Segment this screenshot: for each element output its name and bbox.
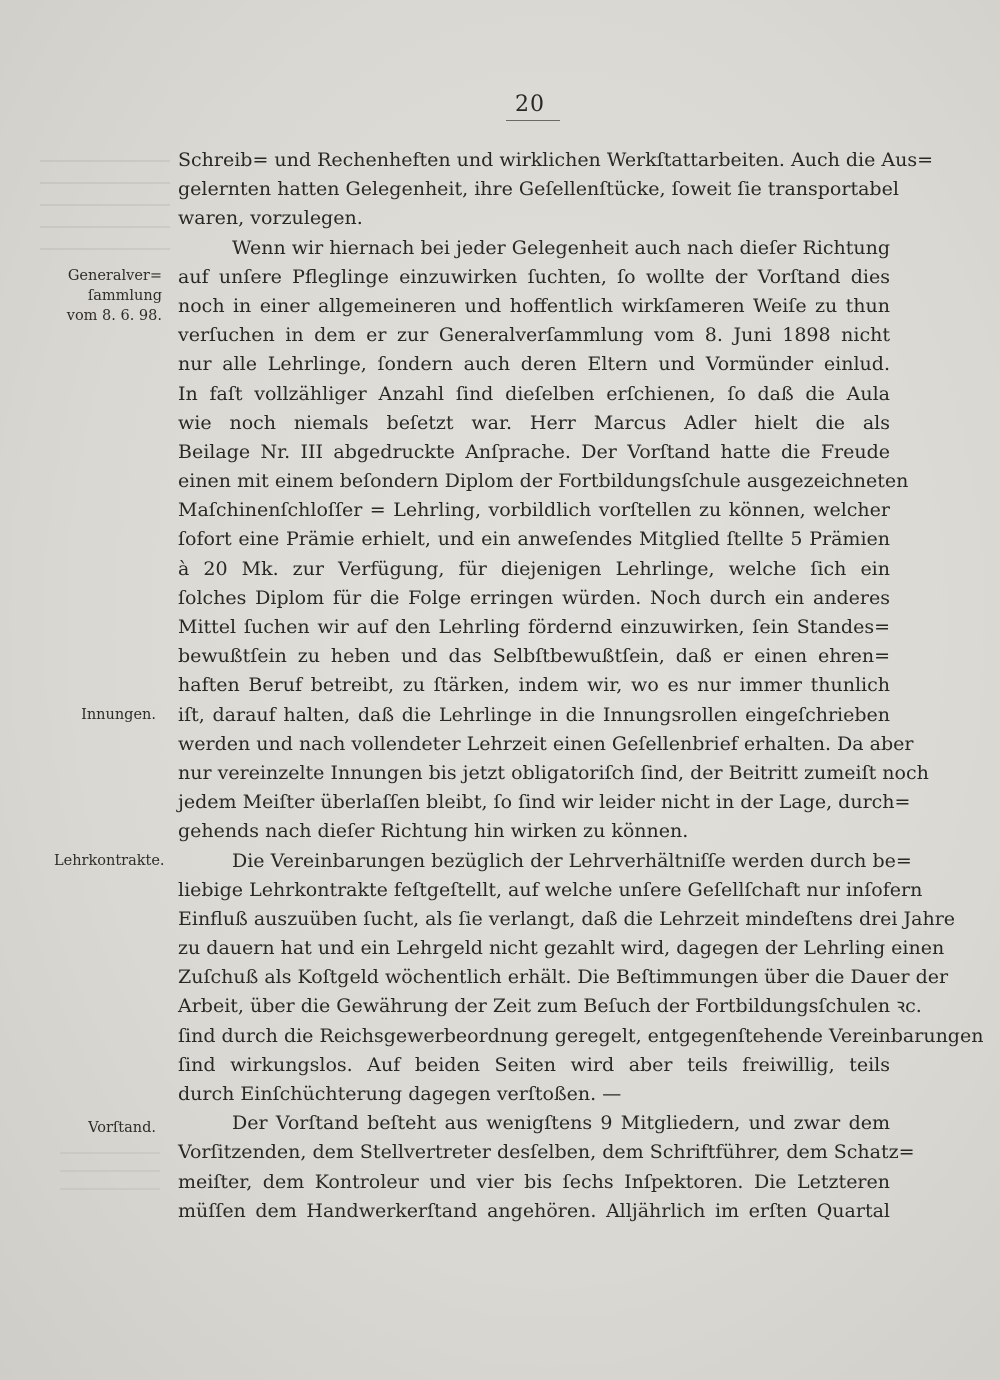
text-line: bewußtſein zu heben und das Selbſtbewußtſein, daß er einen ehren= — [178, 645, 890, 668]
bleed-through-marks — [40, 140, 170, 250]
text-line: liebige Lehrkontrakte feſtgeſtellt, auf welche unſere Geſellſchaft nur inſofern — [178, 878, 923, 901]
margin-note-line: Generalver= — [67, 268, 162, 284]
text-line: gehends nach dieſer Richtung hin wirken zu können. — [178, 820, 689, 843]
text-line: ſind wirkungslos. Auf beiden Seiten wird aber teils freiwillig, teils — [178, 1053, 890, 1076]
text-line: verſuchen in dem er zur Generalverſammlung vom 8. Juni 1898 nicht — [178, 324, 890, 347]
text-line: Der Vorſtand beſteht aus wenigſtens 9 Mitgliedern, und zwar dem — [232, 1112, 890, 1135]
text-line: einen mit einem beſondern Diplom der Fortbildungsſchule ausgezeichneten — [178, 470, 909, 493]
text-line: à 20 Mk. zur Verfügung, für diejenigen Lehrlinge, welche ſich ein — [178, 557, 890, 580]
text-line: Maſchinenſchloſſer = Lehrling, vorbildlich vorſtellen zu können, welcher — [178, 499, 890, 522]
text-line: Die Vereinbarungen bezüglich der Lehrverhältniſſe werden durch be= — [232, 849, 912, 872]
margin-note-generalversammlung — [52, 266, 162, 326]
text-line: nur alle Lehrlinge, ſondern auch deren Eltern und Vormünder einlud. — [178, 353, 890, 376]
text-line: iſt, darauf halten, daß die Lehrlinge in die Innungsrollen eingeſchrieben — [178, 703, 890, 726]
text-line: werden und nach vollendeter Lehrzeit einen Geſellenbrief erhalten. Da aber — [178, 732, 914, 755]
text-line: Vorſitzenden, dem Stellvertreter desſelben, dem Schriftführer, dem Schatz= — [178, 1141, 915, 1164]
text-line: In faſt vollzähliger Anzahl ſind dieſelben erſchienen, ſo daß die Aula — [178, 382, 890, 405]
text-line: Wenn wir hiernach bei jeder Gelegenheit auch nach dieſer Richtung — [232, 236, 890, 259]
body-text — [178, 146, 984, 1226]
margin-note-line: ſammlung — [87, 288, 162, 304]
text-line: ſolches Diplom für die Folge erringen würden. Noch durch ein anderes — [178, 586, 890, 609]
text-line: Einfluß auszuüben ſucht, als ſie verlangt, daß die Lehrzeit mindeſtens drei Jahre — [178, 907, 956, 930]
text-line: Zuſchuß als Koſtgeld wöchentlich erhält. Die Beſtimmungen über die Dauer der — [178, 966, 949, 989]
text-line: durch Einſchüchterung dagegen verſtoßen. — — [178, 1083, 622, 1105]
text-line: nur vereinzelte Innungen bis jetzt obligatoriſch ſind, der Beitritt zumeiſt noch — [178, 761, 929, 784]
text-line: Schreib= und Rechenheften und wirklichen Werkſtattarbeiten. Auch die Aus= — [178, 149, 934, 171]
text-line: meiſter, dem Kontroleur und vier bis ſechs Inſpektoren. Die Letzteren — [178, 1170, 890, 1193]
text-line: ſind durch die Reichsgewerbeordnung geregelt, entgegenſtehende Vereinbarungen — [178, 1024, 984, 1047]
text-line: ſofort eine Prämie erhielt, und ein anweſendes Mitglied ſtellte 5 Prämien — [178, 528, 890, 551]
margin-note-lehrkontrakte: Lehrkontrakte. — [54, 853, 165, 869]
text-line: auf unſere Pfleglinge einzuwirken ſuchten, ſo wollte der Vorſtand dies — [178, 265, 890, 288]
bleed-through-marks — [60, 1140, 160, 1190]
page-number-rule — [506, 120, 560, 121]
page-number: 20 — [515, 92, 545, 117]
text-line: Mittel ſuchen wir auf den Lehrling fördernd einzuwirken, ſein Standes= — [178, 616, 890, 638]
text-line: noch in einer allgemeineren und hoffentlich wirkſameren Weiſe zu thun — [178, 294, 890, 317]
text-line: zu dauern hat und ein Lehrgeld nicht gezahlt wird, dagegen der Lehrling einen — [178, 937, 945, 960]
margin-note-line: vom 8. 6. 98. — [66, 308, 162, 324]
text-line: Arbeit, über die Gewährung der Zeit zum Beſuch der Fortbildungsſchulen ꝛc. — [178, 995, 922, 1018]
margin-note-vorstand: Vorſtand. — [88, 1120, 156, 1136]
text-line: gelernten hatten Gelegenheit, ihre Geſellenſtücke, ſoweit ſie transportabel — [178, 178, 899, 201]
text-line: waren, vorzulegen. — [178, 207, 363, 230]
text-line: jedem Meiſter überlaſſen bleibt, ſo ſind wir leider nicht in der Lage, durch= — [178, 791, 911, 814]
margin-note-innungen: Innungen. — [81, 707, 156, 723]
text-line: haften Beruf betreibt, zu ſtärken, indem wir, wo es nur immer thunlich — [178, 674, 890, 697]
text-line: wie noch niemals beſetzt war. Herr Marcus Adler hielt die als — [178, 411, 890, 434]
text-line: Beilage Nr. III abgedruckte Anſprache. Der Vorſtand hatte die Freude — [178, 440, 890, 463]
text-line: müſſen dem Handwerkerſtand angehören. Alljährlich im erſten Quartal — [178, 1199, 890, 1222]
